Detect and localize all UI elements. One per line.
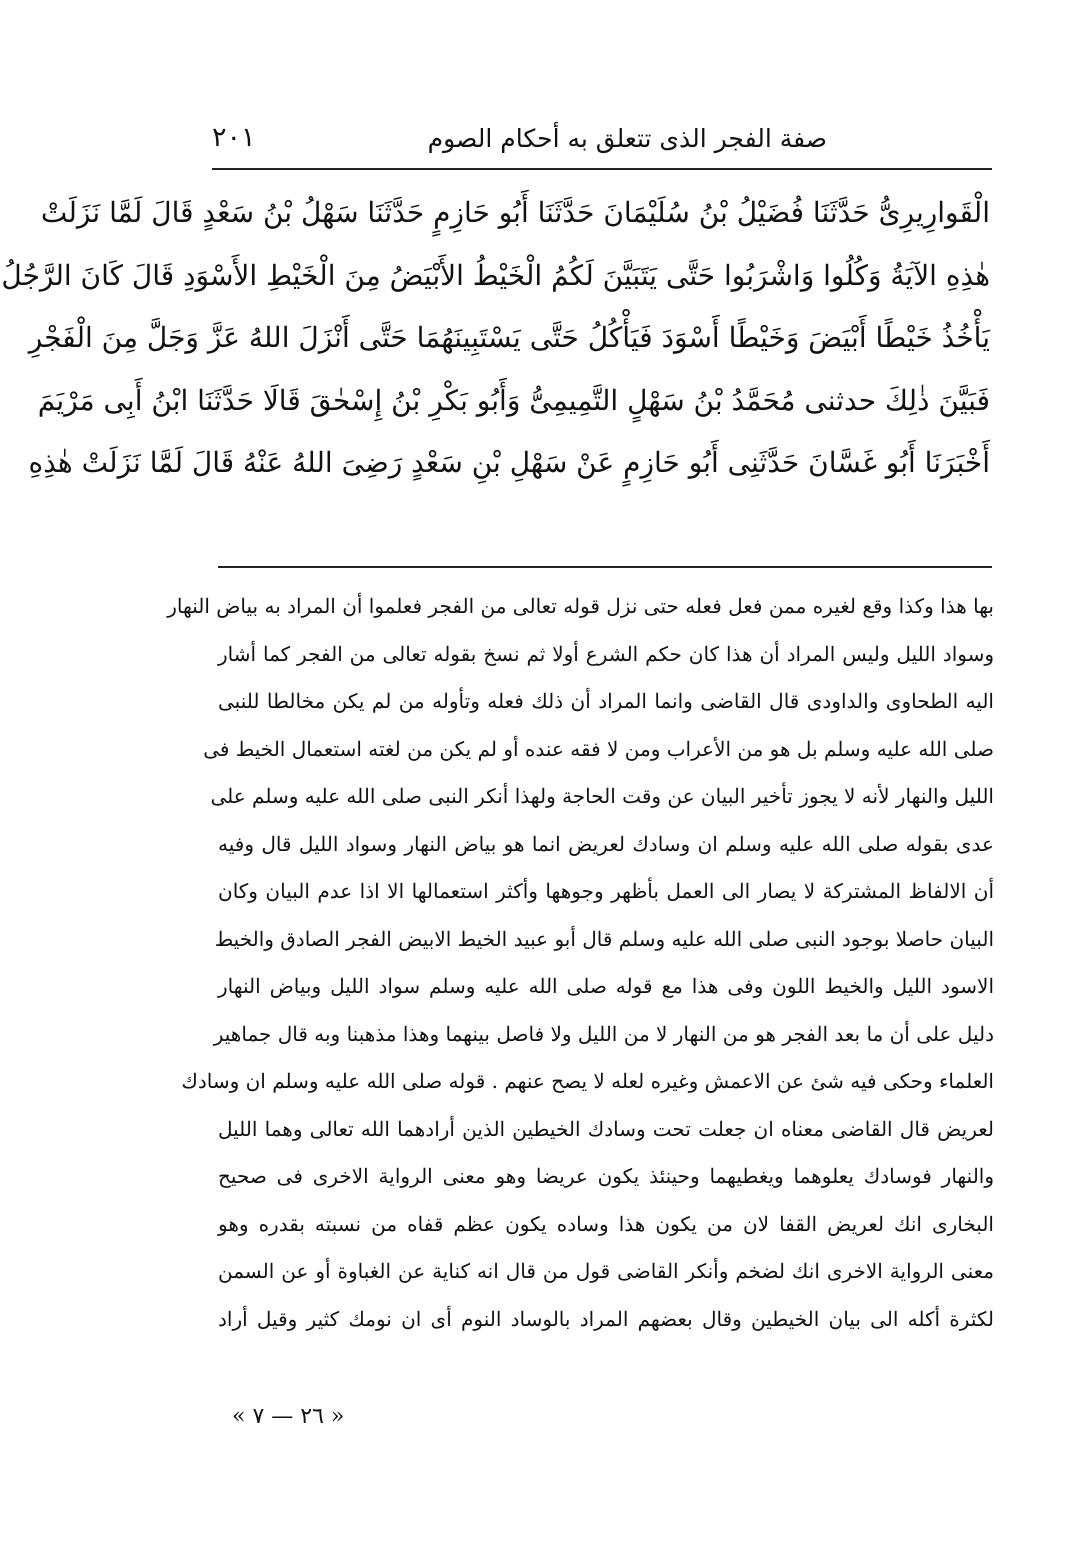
hadith-line: يَأْخُذُ خَيْطًا أَبْيَضَ وَخَيْطًا أَسْوَدَ فَيَأْكُلُ حَتَّى يَسْتَبِينَهُمَا حَتَّى أَنْزَلَ اللهُ عَزَّ وَجَلَّ مِنَ الْفَجْرِ [28, 321, 990, 354]
header-divider [212, 168, 992, 170]
commentary-text [167, 583, 994, 1343]
hadith-line: أَخْبَرَنَا أَبُو غَسَّانَ حَدَّثَنِى أَبُو حَازِمٍ عَنْ سَهْلِ بْنِ سَعْدٍ رَضِىَ اللهُ عَنْهُ قَالَ لَمَّا نَزَلَتْ هٰذِهِ [28, 446, 990, 479]
commentary-line: اليه الطحاوى والداودى قال القاضى وانما المراد أن ذلك فعله وتأوله من لم يكن مخالطا للنبى [218, 689, 994, 713]
hadith-line: فَبَيَّنَ ذٰلِكَ حدثنى مُحَمَّدُ بْنُ سَهْلٍ التَّمِيمِىُّ وَأَبُو بَكْرِ بْنُ إِسْحٰقَ قَالَا حَدَّثَنَا ابْنُ أَبِى مَرْيَمَ [37, 383, 990, 417]
commentary-line: البخارى انك لعريض القفا لان من يكون هذا وساده يكون عظم قفاه من نسبته بقدره وهو [218, 1211, 994, 1236]
commentary-line: العلماء وحكى فيه شئ عن الاعمش وغيره لعله لا يصح عنهم . قوله صلى الله عليه وسلم ان وسادك [181, 1069, 994, 1093]
page-header [212, 118, 992, 162]
commentary-divider [218, 566, 992, 568]
commentary-line: بها هذا وكذا وقع لغيره ممن فعل فعله حتى نزل قوله تعالى من الفجر فعلموا أن المراد به بياض النهار [167, 594, 994, 618]
commentary-line: الليل والنهار لأنه لا يجوز تأخير البيان عن وقت الحاجة ولهذا أنكر النبى صلى الله عليه وسلم على [210, 784, 994, 808]
commentary-line: أن الالفاظ المشتركة لا يصار الى العمل بأظهر وجوهها وأكثر استعمالها الا اذا عدم البيان وكان [218, 879, 994, 903]
hadith-line: الْقَوارِيرِىُّ حَدَّثَنَا فُضَيْلُ بْنُ سُلَيْمَانَ حَدَّثَنَا أَبُو حَازِمٍ حَدَّثَنَا سَهْلُ بْنُ سَعْدٍ قَالَ لَمَّا نَزَلَتْ [40, 196, 990, 229]
printer-signature-mark: « ٢٦ — ٧ » [232, 1404, 345, 1429]
commentary-line: دليل على أن ما بعد الفجر هو من النهار لا من الليل ولا فاصل بينهما وهذا مذهبنا وبه قال جماهير [213, 1021, 994, 1046]
commentary-line: لعريض قال القاضى معناه ان جعلت تحت وسادك الخيطين الذين أرادهما الله تعالى وهما الليل [218, 1116, 994, 1141]
running-title: صفة الفجر الذى تتعلق به أحكام الصوم [427, 124, 827, 153]
commentary-line: عدى بقوله صلى الله عليه وسلم ان وسادك لعريض انما هو بياض النهار وسواد الليل قال وفيه [218, 831, 994, 856]
page-number: ٢٠١ [212, 122, 256, 153]
hadith-line: هٰذِهِ الآيَةُ وَكُلُوا وَاشْرَبُوا حَتَّى يَتَبَيَّنَ لَكُمُ الْخَيْطُ الأَبْيَضُ مِنَ الْخَيْطِ الأَسْوَدِ قَالَ كَانَ الرَّجُلُ [1, 258, 990, 292]
commentary-line: صلى الله عليه وسلم بل هو من الأعراب ومن لا فقه عنده أو لم يكن من لغته استعمال الخيط فى [203, 736, 994, 761]
commentary-line: لكثرة أكله الى بيان الخيطين وقال بعضهم المراد بالوساد النوم أى ان نومك كثير وقيل أراد [218, 1306, 994, 1331]
commentary-line: وسواد الليل وليس المراد أن هذا كان حكم الشرع أولا ثم نسخ بقوله تعالى من الفجر كما أشار [218, 641, 994, 666]
commentary-line: البيان حاصلا بوجود النبى صلى الله عليه وسلم قال أبو عبيد الخيط الابيض الفجر الصادق والخيط [214, 926, 994, 951]
commentary-line: الاسود الليل والخيط اللون وفى هذا مع قوله صلى الله عليه وسلم سواد الليل وبياض النهار [218, 974, 994, 998]
commentary-line: معنى الرواية الاخرى انك لضخم وأنكر القاضى قول من قال انه كناية عن الغباوة أو عن السمن [218, 1259, 994, 1283]
hadith-text [1, 182, 990, 495]
commentary-line: والنهار فوسادك يعلوهما ويغطيهما وحينئذ يكون عريضا وهو معنى الرواية الاخرى فى صحيح [218, 1164, 994, 1188]
